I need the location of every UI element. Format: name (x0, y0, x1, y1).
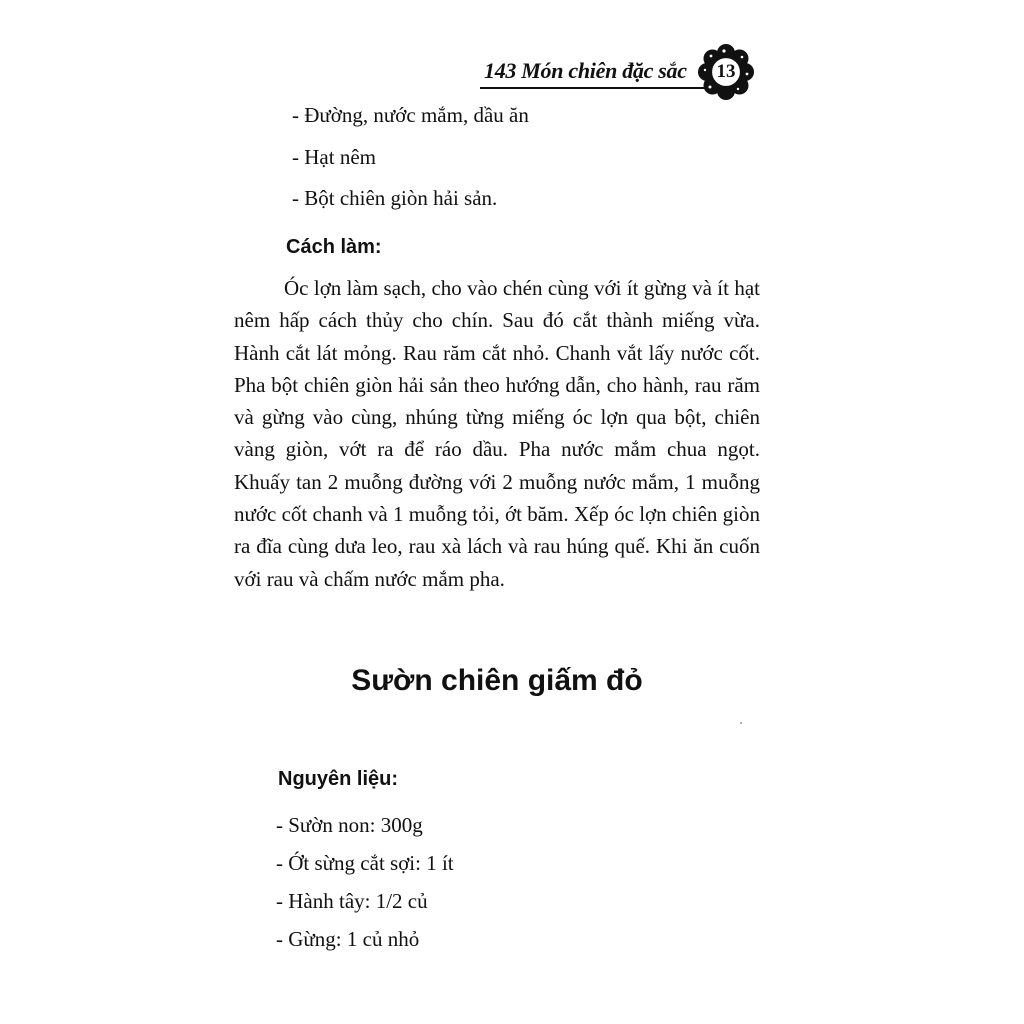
recipe-title: Sườn chiên giấm đỏ (351, 664, 643, 697)
page-number: 13 (716, 61, 736, 82)
paper-speck (740, 722, 742, 724)
method-heading: Cách làm: (286, 236, 382, 258)
ingredient-line: - Gừng: 1 củ nhỏ (276, 927, 420, 951)
ingredient-line: - Đường, nước mắm, dầu ăn (292, 103, 529, 127)
ingredient-line: - Ớt sừng cắt sợi: 1 ít (276, 851, 454, 875)
ingredient-line: - Hành tây: 1/2 củ (276, 889, 428, 913)
ingredients-heading: Nguyên liệu: (278, 768, 399, 790)
page-number-badge (698, 44, 754, 100)
ingredient-line: - Hạt nêm (292, 145, 376, 169)
header-rule (480, 87, 705, 89)
method-paragraph: Óc lợn làm sạch, cho vào chén cùng với ít gừng và ít hạt nêm hấp cách thủy cho chín. Sau đó cắt thành miếng vừa. Hành cắt lát mỏng. Rau răm cắt nhỏ. Chanh vắt lấy nước cốt. Pha bột chiên giòn hải sản theo hướng dẫn, cho hành, rau răm và gừng vào cùng, nhúng từng miếng óc lợn qua bột, chiên vàng giòn, vớt ra để ráo dầu. Pha nước mắm chua ngọt. Khuấy tan 2 muỗng đường với 2 muỗng nước mắm, 1 muỗng nước cốt chanh và 1 muỗng tỏi, ớt băm. Xếp óc lợn chiên giòn ra đĩa cùng dưa leo, rau xà lách và rau húng quế. Khi ăn cuốn với rau và chấm nước mắm pha. (234, 276, 760, 591)
ingredient-line: - Bột chiên giòn hải sản. (292, 186, 498, 210)
ingredient-line: - Sườn non: 300g (276, 813, 423, 837)
running-header (470, 48, 770, 98)
running-title: 143 Món chiên đặc sắc (484, 58, 687, 83)
